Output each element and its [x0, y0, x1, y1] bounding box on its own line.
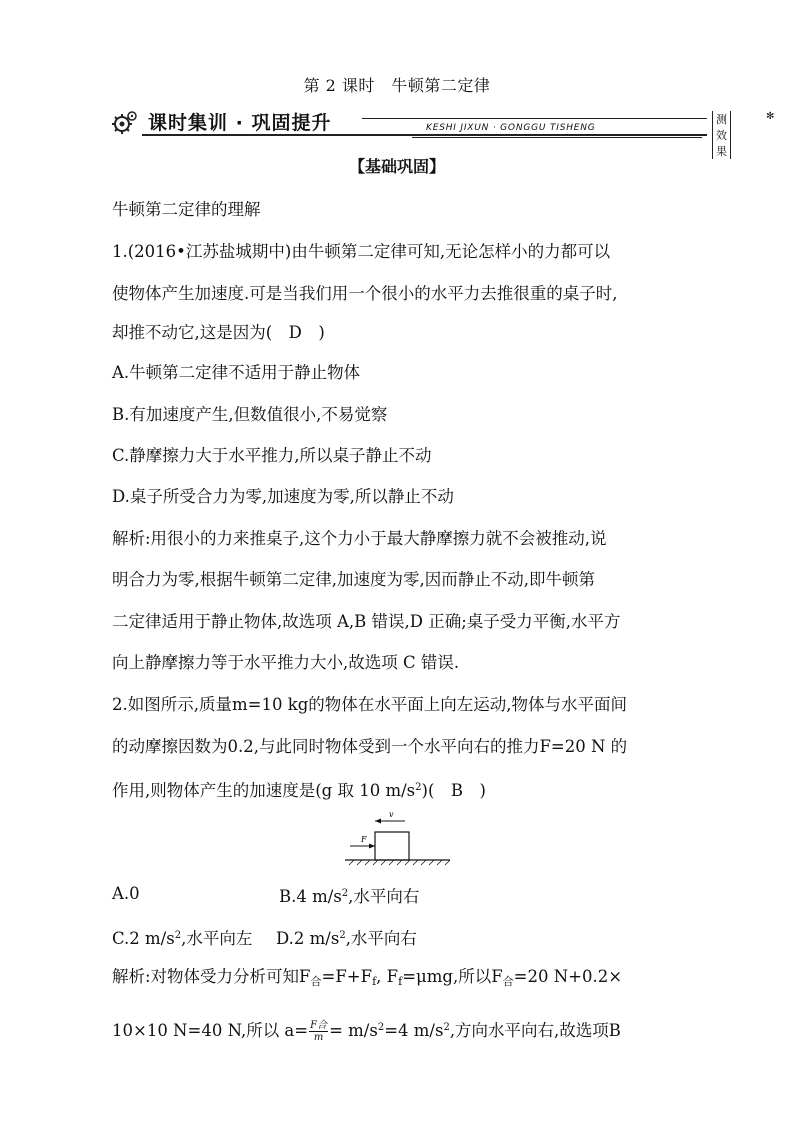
force-diagram: [345, 808, 455, 868]
q2-option-a: A.0: [112, 884, 140, 903]
banner-tag: 测效果: [712, 111, 731, 159]
q2-option-c: C.2 $m/s^2$,水平向左: [112, 929, 253, 948]
q1-analysis: 解析:用很小的力来推桌子,这个力小于最大静摩擦力就不会被推动,说: [112, 529, 607, 548]
section-heading: 【基础巩固】: [348, 157, 445, 176]
q2-line: 2.如图所示,质量m=10 kg的物体在水平面上向左运动,物体与水平面间: [112, 695, 628, 714]
q1-option-b: B.有加速度产生,但数值很小,不易觉察: [112, 405, 388, 424]
q1-analysis: 明合力为零,根据牛顿第二定律,加速度为零,因而静止不动,即牛顿第: [112, 570, 595, 589]
q1-analysis: 二定律适用于静止物体,故选项 A,B 错误,D 正确;桌子受力平衡,水平方: [112, 612, 621, 631]
q1-option-a: A.牛顿第二定律不适用于静止物体: [112, 363, 361, 382]
q1-option-d: D.桌子所受合力为零,加速度为零,所以静止不动: [112, 487, 454, 506]
velocity-label: v: [389, 810, 394, 819]
banner-rule: [142, 134, 707, 136]
banner-title: 课时集训 · 巩固提升: [148, 112, 332, 134]
topic-title: 牛顿第二定律的理解: [112, 200, 261, 219]
flower-icon: ✻: [766, 111, 775, 122]
fraction: $\frac{\text{F合}}{m}$: [310, 1020, 328, 1043]
q1-line: 1.(2016•江苏盐城期中)由牛顿第二定律可知,无论怎样小的力都可以: [112, 242, 611, 261]
q1-line: 却推不动它,这是因为( D ): [112, 323, 325, 342]
q1-analysis: 向上静摩擦力等于水平推力大小,故选项 C 错误.: [112, 653, 460, 672]
page-title: 第 2 课时 牛顿第二定律: [303, 76, 491, 95]
q1-line: 使物体产生加速度.可是当我们用一个很小的水平力去推很重的桌子时,: [112, 284, 618, 303]
force-label: F: [361, 835, 367, 844]
section-banner: [112, 108, 775, 158]
q1-option-c: C.静摩擦力大于水平推力,所以桌子静止不动: [112, 446, 432, 465]
q2-analysis: 10×10 N=40 N,所以 a= $\frac{\text{F合}}{m}$ = $m/s^2=4$ $m/s^2$,方向水平向右,故选项B: [112, 1020, 621, 1043]
q2-analysis: 解析:对物体受力分析可知$F_合=F+F_f$, $F_f=\mu mg$,所以$F_合=20$ N+0.2×: [112, 967, 623, 988]
q2-line: 的动摩擦因数为0.2,与此同时物体受到一个水平向右的推力F=20 N 的: [112, 737, 628, 756]
q2-option-d: D.2 $m/s^2$,水平向右: [276, 929, 417, 948]
gear-icon: [112, 110, 138, 136]
banner-rule: [412, 137, 702, 138]
banner-rule: [362, 118, 707, 119]
banner-pinyin: KESHI JIXUN · GONGGU TISHENG: [426, 123, 596, 133]
q2-line: 作用,则物体产生的加速度是(g 取 10 $m/s^2$)( B ): [112, 781, 486, 800]
q2-option-b: B.4 $m/s^2$,水平向右: [279, 887, 420, 906]
